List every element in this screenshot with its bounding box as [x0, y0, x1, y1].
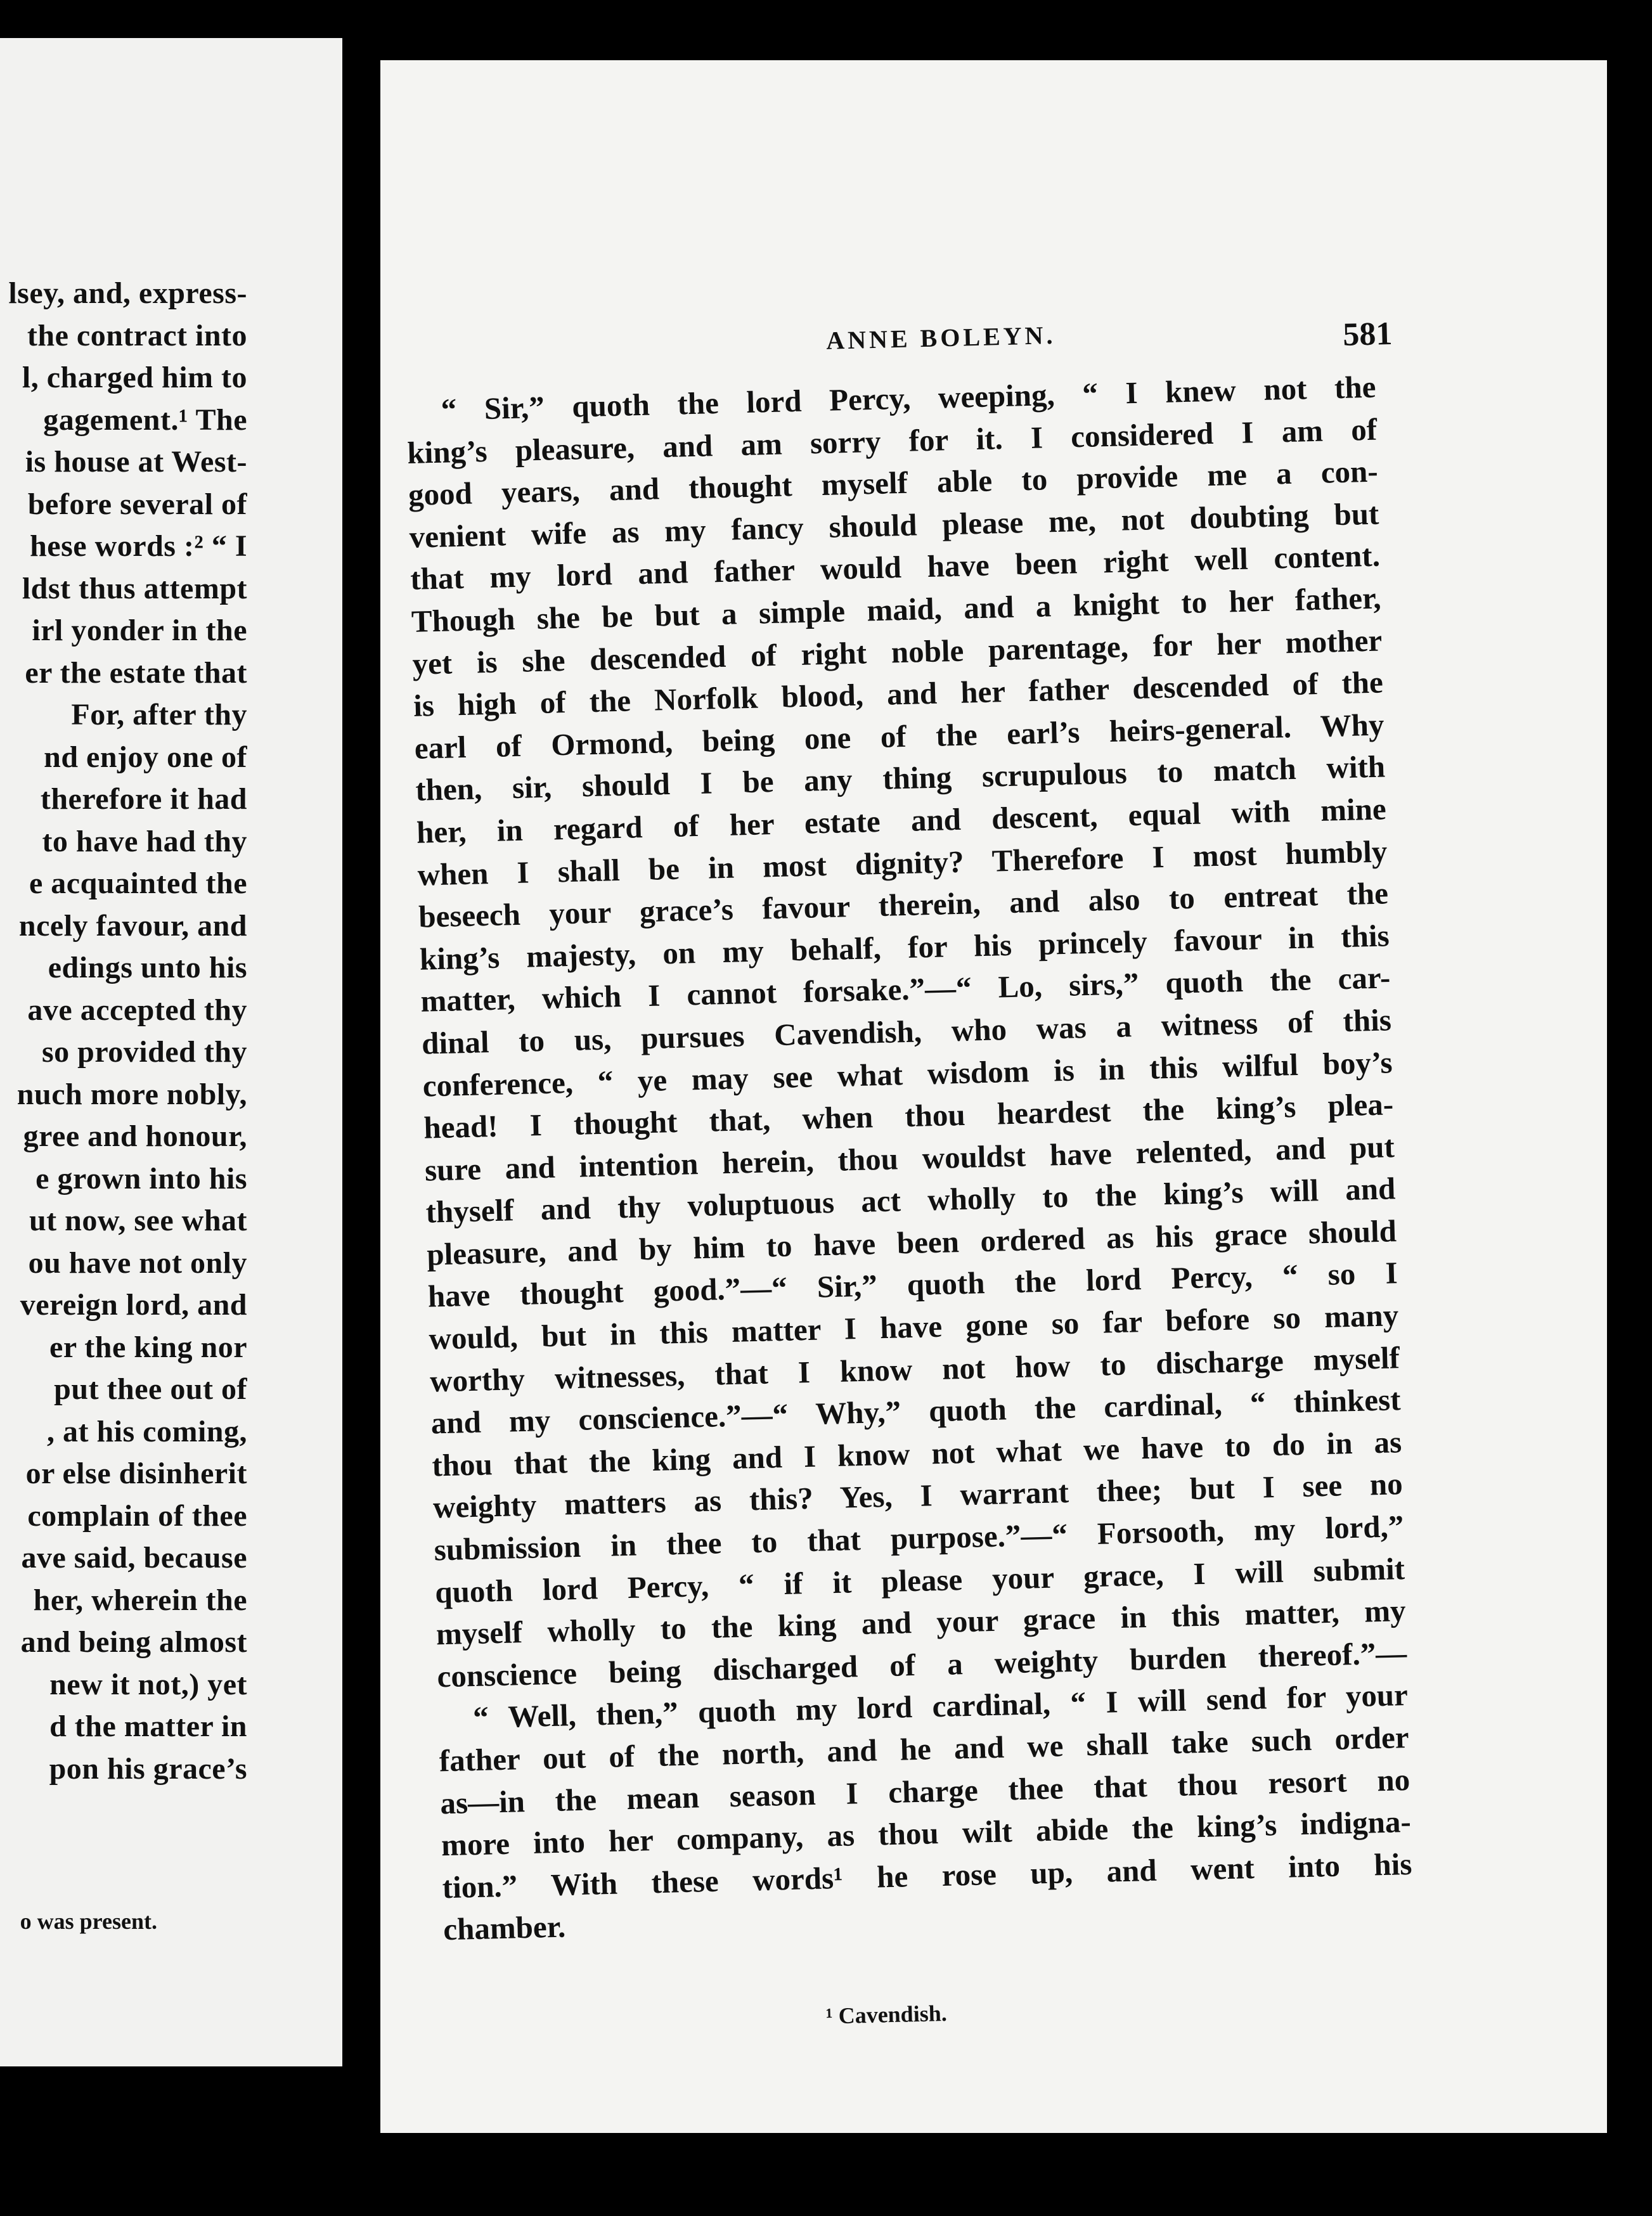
text-line: edings unto his [48, 951, 247, 984]
text-line: e acquainted the [29, 866, 247, 900]
text-line: er the estate that [25, 655, 247, 690]
right-page [380, 60, 1607, 2133]
text-line: thyself and thy voluptuous act wholly to the king’s will and [425, 1171, 1396, 1230]
text-line: chamber. [442, 1909, 566, 1947]
text-line: yet is she descended of right noble parentage, for her mother [411, 622, 1383, 681]
text-line: nd enjoy one of [44, 740, 247, 774]
text-line: irl yonder in the [32, 614, 247, 647]
text-line: king’s pleasure, and am sorry for it. I considered I am of [406, 411, 1378, 470]
text-line: d the matter in [49, 1710, 247, 1743]
text-line: ut now, see what [29, 1204, 247, 1237]
page-number: 581 [1342, 315, 1393, 353]
text-line: matter, which I cannot forsake.”—“ Lo, sirs,” quoth the car- [420, 960, 1391, 1019]
text-line: pon his grace’s [49, 1751, 247, 1786]
text-line: “ Sir,” quoth the lord Percy, weeping, “ I knew not the [441, 369, 1377, 427]
text-line: complain of thee [27, 1498, 247, 1533]
text-line: to have had thy [42, 824, 247, 858]
text-line: lsey, and, express- [8, 276, 247, 310]
text-line: as—in the mean season I charge thee that thou resort no [439, 1762, 1410, 1820]
text-line: beseech your grace’s favour therein, and also to entreat the [418, 875, 1389, 934]
text-line: good years, and thought myself able to provide me a con- [408, 453, 1379, 513]
text-line: have thought good.”—“ Sir,” quoth the lord Percy, “ so I [427, 1255, 1398, 1315]
text-line: sure and intention herein, thou wouldst have relented, and put [424, 1128, 1395, 1188]
text-line: thou that the king and I know not what we have to do in as [431, 1424, 1402, 1483]
text-line: is high of the Norfolk blood, and her father descended of the [413, 664, 1384, 723]
text-line: gagement.¹ The [43, 403, 247, 437]
text-line: when I shall be in most dignity? Therefore I most humbly [417, 833, 1388, 892]
text-line: that my lord and father would have been right well content. [410, 538, 1381, 597]
text-line: “ Well, then,” quoth my lord cardinal, “ I will send for your [472, 1677, 1409, 1736]
text-line: er the king nor [49, 1330, 247, 1364]
text-line: therefore it had [40, 782, 247, 816]
text-line: For, after thy [71, 698, 247, 731]
text-line: myself wholly to the king and your grace in this matter, my [436, 1593, 1407, 1652]
text-line: ldst thus attempt [22, 571, 247, 605]
text-line: nuch more nobly, [16, 1077, 247, 1111]
text-line: or else disinherit [25, 1457, 247, 1490]
text-line: tion.” With these words¹ he rose up, and went into his [442, 1846, 1412, 1905]
text-line: and being almost [20, 1625, 247, 1659]
text-line: , at his coming, [46, 1414, 247, 1448]
text-line: ncely favour, and [18, 908, 247, 943]
text-line: conscience being discharged of a weighty burden thereof.”— [436, 1635, 1407, 1694]
text-line: conference, “ ye may see what wisdom is in this wilful boy’s [422, 1044, 1393, 1104]
text-line: put thee out of [54, 1372, 247, 1406]
text-line: venient wife as my fancy should please me, not doubting but [409, 496, 1379, 555]
text-line: Though she be but a simple maid, and a knight to her father, [411, 580, 1382, 639]
text-line: ou have not only [28, 1246, 247, 1280]
book-gutter [342, 0, 380, 2216]
text-line: her, in regard of her estate and descent, equal with mine [416, 791, 1387, 850]
text-line: the contract into [27, 318, 247, 352]
text-line: ave said, because [21, 1541, 247, 1575]
text-line: quoth lord Percy, “ if it please your grace, I will submit [434, 1550, 1405, 1610]
text-line: so provided thy [41, 1035, 247, 1069]
text-line: submission in thee to that purpose.”—“ Forsooth, my lord,” [434, 1509, 1404, 1568]
text-line: her, wherein the [33, 1583, 247, 1617]
text-line: king’s majesty, on my behalf, for his princely favour in this [419, 918, 1390, 977]
text-line: more into her company, as thou wilt abide the king’s indigna- [441, 1804, 1412, 1863]
text-line: is house at West- [25, 445, 247, 479]
text-line: new it not,) yet [49, 1667, 247, 1701]
text-line: pleasure, and by him to have been ordered as his grace should [426, 1213, 1397, 1272]
text-line: vereign lord, and [20, 1288, 247, 1322]
text-line: then, sir, should I be any thing scrupulous to match with [415, 749, 1386, 808]
text-line: father out of the north, and he and we shall take such order [439, 1719, 1410, 1779]
running-head: ANNE BOLEYN. [825, 320, 1057, 355]
text-line: l, charged him to [22, 361, 247, 394]
text-line: weighty matters as this? Yes, I warrant thee; but I see no [432, 1466, 1404, 1525]
left-page [0, 38, 342, 2066]
footnote: ¹ Cavendish. [825, 2000, 948, 2029]
left-page-text [0, 273, 247, 1790]
text-line: before several of [27, 487, 247, 521]
text-line: head! I thought that, when thou heardest the king’s plea- [423, 1086, 1394, 1145]
text-line: e grown into his [35, 1161, 247, 1195]
body-text [406, 366, 1414, 1952]
left-page-footnote: o was present. [20, 1909, 157, 1934]
text-line: gree and honour, [23, 1119, 247, 1153]
text-line: earl of Ormond, being one of the earl’s heirs-general. Why [414, 707, 1385, 766]
text-line: hese words :² “ I [30, 529, 247, 563]
text-line: dinal to us, pursues Cavendish, who was a witness of this [421, 1002, 1392, 1061]
right-page-text-block [406, 315, 1414, 2029]
text-line: worthy witnesses, that I know not how to discharge myself [429, 1339, 1400, 1399]
text-line: would, but in this matter I have gone so far before so many [428, 1298, 1399, 1356]
text-line: and my conscience.”—“ Why,” quoth the cardinal, “ thinkest [430, 1382, 1402, 1441]
text-line: ave accepted thy [27, 993, 247, 1027]
